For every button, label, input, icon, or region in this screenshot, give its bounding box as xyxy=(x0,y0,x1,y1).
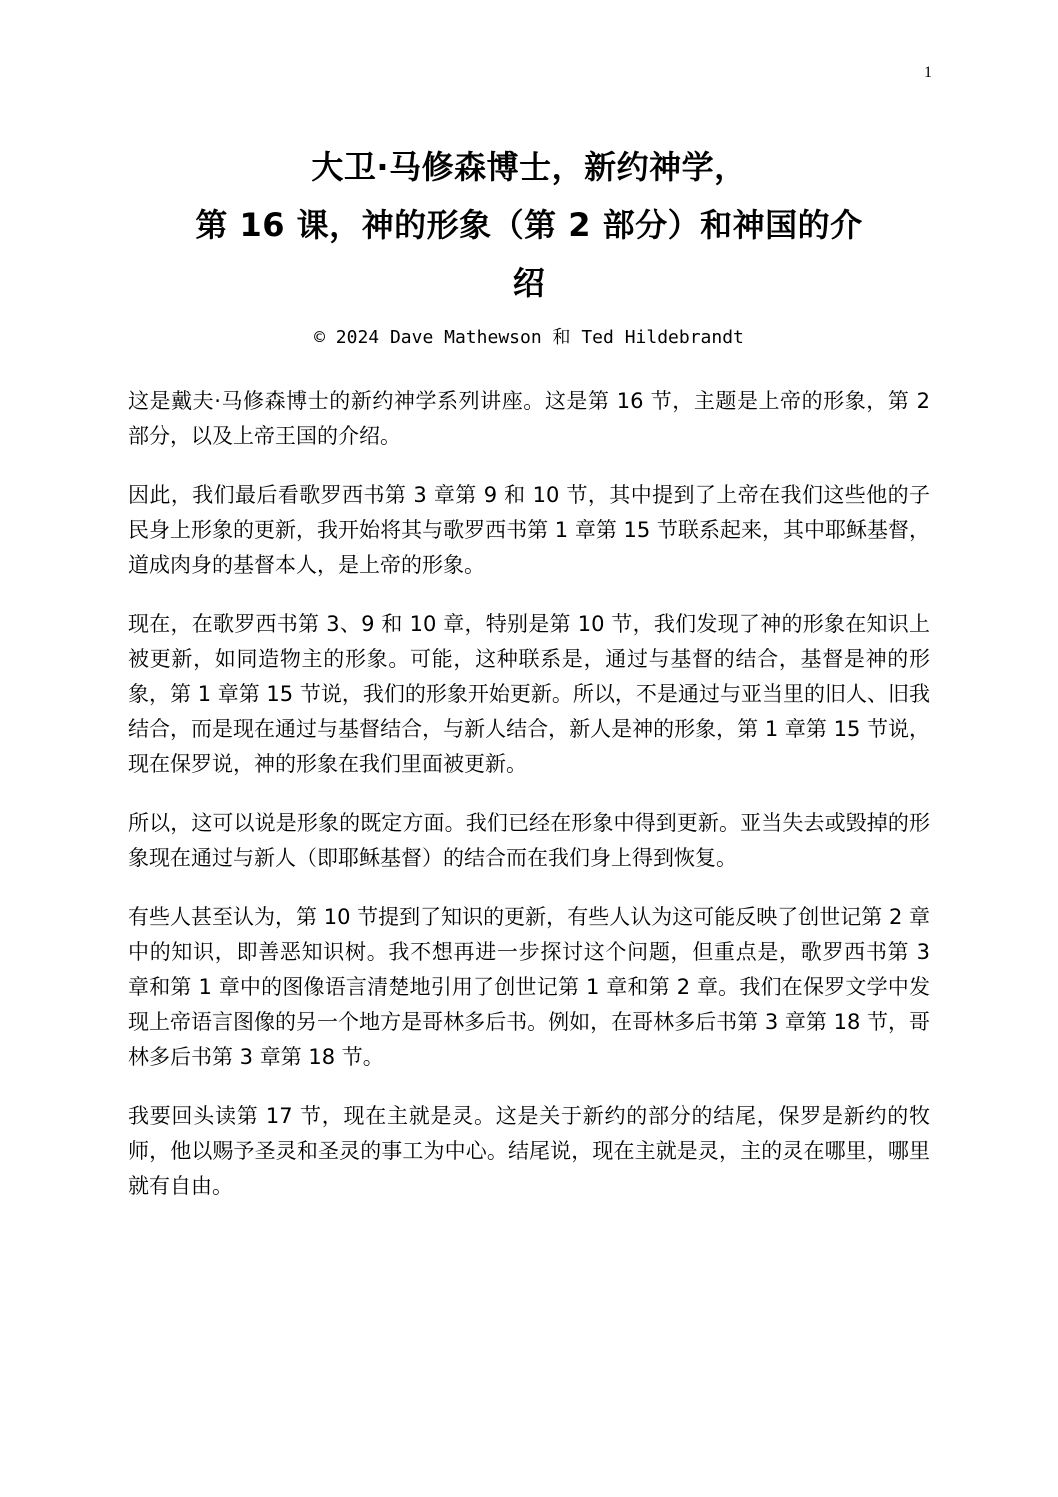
paragraph-3: 现在，在歌罗西书第 3、9 和 10 章，特别是第 10 节，我们发现了神的形象在知识上被更新，如同造物主的形象。可能，这种联系是，通过与基督的结合，基督是神的形象，第 1 章第 15 节说，我们的形象开始更新。所以，不是通过与亚当里的旧人、旧我结合，而是现在通过与基督结合，与新人结合，新人是神的形象，第 1 章第 15 节说，现在保罗说，神的形象在我们里面被更新。 xyxy=(128,612,930,776)
paragraph-5: 有些人甚至认为，第 10 节提到了知识的更新，有些人认为这可能反映了创世记第 2 章中的知识，即善恶知识树。我不想再进一步探讨这个问题，但重点是，歌罗西书第 3 章和第 1 章中的图像语言清楚地引用了创世记第 1 章和第 2 章。我们在保罗文学中发现上帝语言图像的另一个地方是哥林多后书。例如，在哥林多后书第 3 章第 18 节，哥林多后书第 3 章第 18 节。 xyxy=(128,905,930,1069)
paragraph-2: 因此，我们最后看歌罗西书第 3 章第 9 和 10 节，其中提到了上帝在我们这些他的子民身上形象的更新，我开始将其与歌罗西书第 1 章第 15 节联系起来，其中耶稣基督，道成肉身的基督本人，是上帝的形象。 xyxy=(128,483,930,577)
paragraph-4: 所以，这可以说是形象的既定方面。我们已经在形象中得到更新。亚当失去或毁掉的形象现在通过与新人（即耶稣基督）的结合而在我们身上得到恢复。 xyxy=(128,811,930,870)
paragraph-1: 这是戴夫·马修森博士的新约神学系列讲座。这是第 16 节，主题是上帝的形象，第 2 部分，以及上帝王国的介绍。 xyxy=(128,389,930,448)
document-title xyxy=(128,138,930,312)
title-line-1: 大卫·马修森博士，新约神学， xyxy=(311,148,747,186)
body-text xyxy=(128,384,930,1228)
paragraph-6: 我要回头读第 17 节，现在主就是灵。这是关于新约的部分的结尾，保罗是新约的牧师，他以赐予圣灵和圣灵的事工为中心。结尾说，现在主就是灵，主的灵在哪里，哪里就有自由。 xyxy=(128,1104,930,1198)
title-line-2: 第 16 课，神的形象（第 2 部分）和神国的介 xyxy=(195,206,863,244)
copyright-line: © 2024 Dave Mathewson 和 Ted Hildebrandt xyxy=(314,327,744,348)
page-number: 1 xyxy=(924,64,932,81)
title-line-3: 绍 xyxy=(512,264,546,302)
